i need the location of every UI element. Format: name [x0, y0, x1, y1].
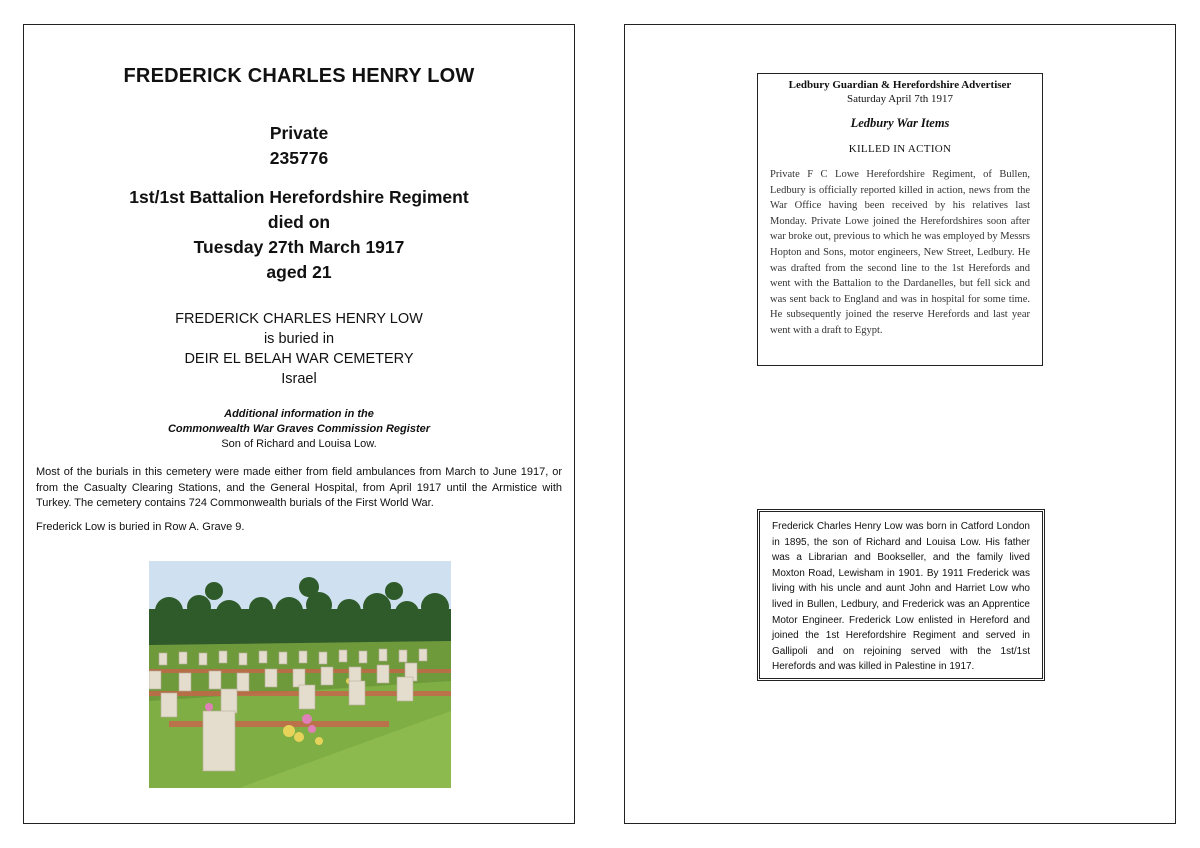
- burial-country: Israel: [281, 371, 317, 387]
- cemetery-photo: [149, 561, 451, 788]
- additional-info: [24, 407, 574, 452]
- unit-block: [24, 185, 574, 285]
- rank-block: [24, 121, 574, 171]
- biography-text: Frederick Charles Henry Low was born in Catford London in 1895, the son of Richard and Louisa Low. His father was a Librarian and Bookseller, and the family lived Moxton Road, Lewisham in 1901. By 1911 Frederick was living with his uncle and aunt John and Harriet Low who lived in Bullen, Ledbury, and Frederick was an Apprentice Motor Engineer. Frederick Low enlisted in Hereford and joined the 1st Herefordshire Regiment and served in Gallipoli and on rejoining served with the 1st/1st Herefords and was killed in Palestine in 1917.: [772, 521, 1030, 673]
- biography-box: [757, 509, 1045, 681]
- newspaper-title: Ledbury Guardian & Herefordshire Advertiser: [788, 79, 1012, 91]
- parents-line: Son of Richard and Louisa Low.: [221, 438, 377, 450]
- rank: Private: [269, 123, 329, 143]
- newspaper-clipping: [757, 73, 1043, 366]
- burial-name: FREDERICK CHARLES HENRY LOW: [175, 311, 423, 327]
- left-page: [23, 24, 575, 824]
- service-number: 235776: [269, 148, 329, 168]
- age: aged 21: [266, 262, 332, 282]
- death-date: Tuesday 27th March 1917: [193, 237, 405, 257]
- cemetery-name: DEIR EL BELAH WAR CEMETERY: [184, 351, 414, 367]
- grave-location: Frederick Low is buried in Row A. Grave 9.: [36, 521, 245, 533]
- cemetery-paragraph: Most of the burials in this cemetery were made either from field ambulances from March to June 1917, or from the Casualty Clearing Stations, and the General Hospital, from April 1917 until the Armistice with Turkey. The cemetery contains 724 Commonwealth burials of the First World War.: [36, 466, 562, 509]
- newspaper-subheading: KILLED IN ACTION: [848, 143, 952, 155]
- unit: 1st/1st Battalion Herefordshire Regiment: [129, 187, 469, 207]
- newspaper-heading: Ledbury War Items: [850, 116, 950, 130]
- newspaper-date: Saturday April 7th 1917: [846, 93, 954, 105]
- additional-info-line1: Additional information in the: [224, 408, 374, 420]
- additional-info-line2: Commonwealth War Graves Commission Register: [167, 423, 431, 435]
- right-page: [624, 24, 1176, 824]
- died-on-label: died on: [267, 212, 331, 232]
- buried-in-label: is buried in: [263, 331, 335, 347]
- soldier-name-heading: FREDERICK CHARLES HENRY LOW: [123, 65, 475, 87]
- newspaper-body: Private F C Lowe Herefordshire Regiment, of Bullen, Ledbury is officially reported killed in action, news from the War Office having been received by his relatives last Monday. Private Lowe joined the Herefordshires soon after war broke out, previous to which he was employed by Messrs Hopton and Sons, motor engineers, New Street, Ledbury. He was drafted from the second line to the 1st Herefords and went with the Battalion to the Dardanelles, but fell sick and was sent back to England and was in hospital for some time. He subsequently joined the reserve Herefords and last year went with a draft to Egypt.: [770, 169, 1030, 336]
- burial-block: [24, 309, 574, 389]
